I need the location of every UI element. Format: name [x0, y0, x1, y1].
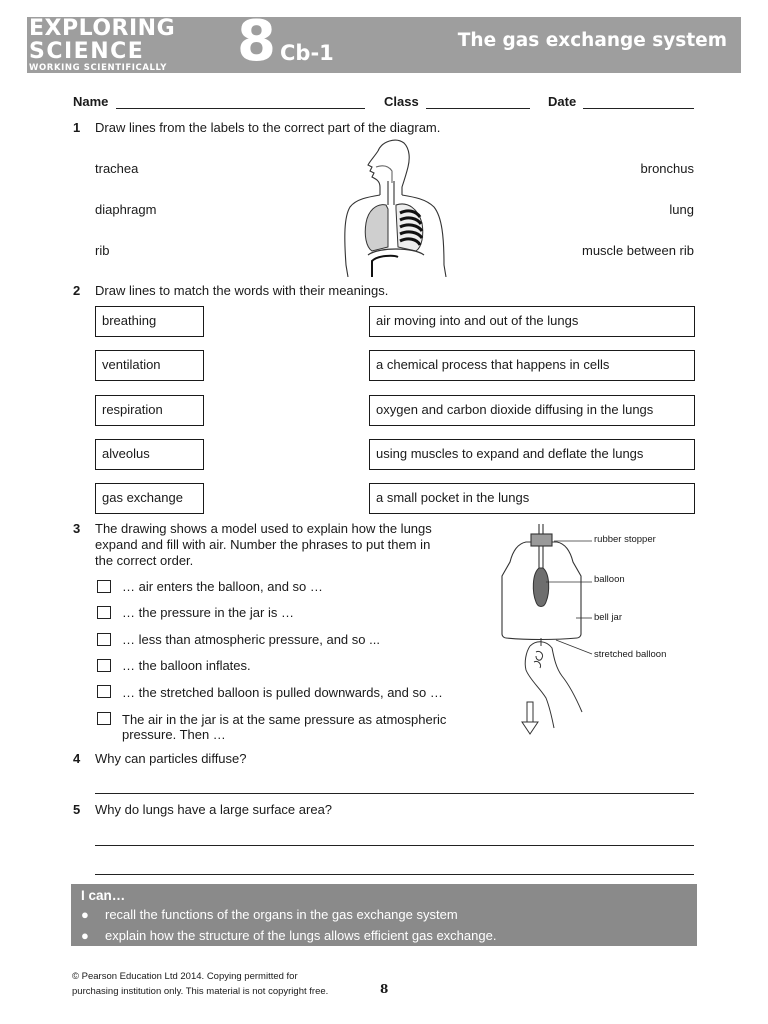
q5-number: 5	[73, 802, 81, 817]
bullet-icon: ●	[81, 907, 89, 922]
class-label: Class	[384, 94, 419, 109]
q5-text: Why do lungs have a large surface area?	[95, 802, 333, 817]
phrase-6-line-2: pressure. Then …	[122, 727, 226, 742]
unit-number: 8	[237, 9, 276, 74]
q1-number: 1	[73, 120, 81, 135]
page-number: 8	[380, 982, 389, 996]
q2-number: 2	[73, 283, 81, 298]
order-checkbox-3[interactable]	[97, 633, 111, 646]
order-checkbox-5[interactable]	[97, 685, 111, 698]
word-box-respiration[interactable]: respiration	[95, 395, 204, 426]
date-field[interactable]	[583, 108, 694, 109]
label-trachea[interactable]: trachea	[95, 161, 139, 176]
word-box-gas-exchange[interactable]: gas exchange	[95, 483, 204, 514]
phrase-6-line-1: The air in the jar is at the same pressure as atmospheric	[122, 712, 447, 727]
i-can-title: I can…	[81, 888, 126, 903]
label-bronchus[interactable]: bronchus	[640, 161, 694, 176]
i-can-box	[71, 884, 697, 946]
bullet-icon: ●	[81, 928, 89, 943]
meaning-box-2[interactable]: a chemical process that happens in cells	[369, 350, 695, 381]
header-band	[27, 9, 741, 74]
class-field[interactable]	[426, 108, 530, 109]
logo-line-3: WORKING SCIENTIFICALLY	[29, 63, 167, 73]
word-box-breathing[interactable]: breathing	[95, 306, 204, 337]
q5-answer-line-1[interactable]	[95, 845, 694, 846]
q1-text: Draw lines from the labels to the correct part of the diagram.	[95, 120, 441, 135]
word-box-alveolus[interactable]: alveolus	[95, 439, 204, 470]
i-can-item-1	[81, 907, 458, 922]
copyright-line-1: © Pearson Education Ltd 2014. Copying permitted for	[72, 971, 298, 982]
bell-jar-model-diagram	[496, 522, 696, 738]
copyright-footer	[72, 969, 328, 999]
date-label: Date	[548, 94, 577, 109]
order-checkbox-1[interactable]	[97, 580, 111, 593]
order-checkbox-2[interactable]	[97, 606, 111, 619]
label-balloon: balloon	[594, 574, 625, 585]
label-bell-jar: bell jar	[594, 612, 622, 623]
q3-text-line-3: the correct order.	[95, 553, 194, 568]
order-checkbox-6[interactable]	[97, 712, 111, 725]
phrase-1: … air enters the balloon, and so …	[122, 579, 323, 594]
label-rib[interactable]: rib	[95, 243, 110, 258]
label-muscle-between-rib[interactable]: muscle between rib	[582, 243, 694, 258]
order-checkbox-4[interactable]	[97, 659, 111, 672]
meaning-box-5[interactable]: a small pocket in the lungs	[369, 483, 695, 514]
q4-number: 4	[73, 751, 81, 766]
q3-number: 3	[73, 521, 81, 536]
q2-text: Draw lines to match the words with their meanings.	[95, 283, 389, 298]
worksheet-title: The gas exchange system	[457, 30, 727, 51]
unit-code: Cb-1	[280, 41, 334, 65]
logo-line-2: SCIENCE	[29, 39, 145, 64]
q4-text: Why can particles diffuse?	[95, 751, 247, 766]
label-diaphragm[interactable]: diaphragm	[95, 202, 157, 217]
i-can-item-1-text: recall the functions of the organs in the gas exchange system	[105, 907, 458, 922]
phrase-2: … the pressure in the jar is …	[122, 605, 294, 620]
name-field[interactable]	[116, 108, 365, 109]
phrase-4: … the balloon inflates.	[122, 658, 251, 673]
phrase-5: … the stretched balloon is pulled downwards, and so …	[122, 685, 443, 700]
meaning-box-1[interactable]: air moving into and out of the lungs	[369, 306, 695, 337]
meaning-box-4[interactable]: using muscles to expand and deflate the lungs	[369, 439, 695, 470]
human-torso-diagram	[338, 137, 454, 277]
q3-text-line-2: expand and fill with air. Number the phrases to put them in	[95, 537, 431, 552]
phrase-3: … less than atmospheric pressure, and so ...	[122, 632, 380, 647]
logo-line-1: EXPLORING	[29, 16, 176, 41]
name-label: Name	[73, 94, 109, 109]
label-rubber-stopper: rubber stopper	[594, 534, 656, 545]
exploring-science-logo	[29, 18, 219, 73]
label-stretched-balloon: stretched balloon	[594, 649, 667, 660]
q4-answer-line[interactable]	[95, 793, 694, 794]
i-can-item-2	[81, 928, 496, 943]
q3-text-line-1: The drawing shows a model used to explain how the lungs	[95, 521, 432, 536]
label-lung[interactable]: lung	[669, 202, 694, 217]
word-box-ventilation[interactable]: ventilation	[95, 350, 204, 381]
q5-answer-line-2[interactable]	[95, 874, 694, 875]
i-can-item-2-text: explain how the structure of the lungs allows efficient gas exchange.	[105, 928, 497, 943]
copyright-line-2: purchasing institution only. This material is not copyright free.	[72, 986, 329, 997]
meaning-box-3[interactable]: oxygen and carbon dioxide diffusing in the lungs	[369, 395, 695, 426]
